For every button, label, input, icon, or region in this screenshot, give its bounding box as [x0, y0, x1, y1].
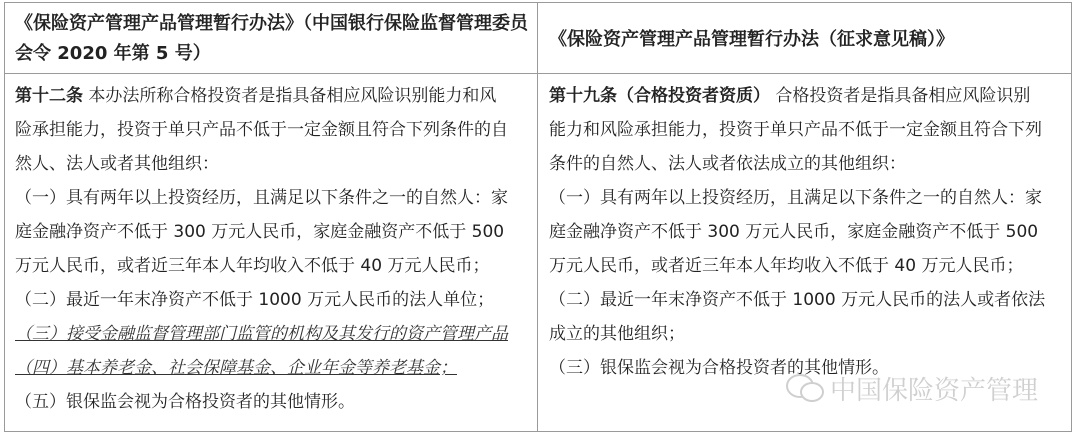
right-line-8: 成立的其他组织； — [549, 324, 685, 344]
left-line-7: （二）最近一年末净资产不低于 1000 万元人民币的法人单位； — [15, 290, 495, 310]
left-line-3: 然人、法人或者其他组织： — [15, 154, 219, 174]
right-line1-text: 合格投资者是指具备相应风险识别 — [770, 86, 1031, 106]
right-line-4: （一）具有两年以上投资经历，且满足以下条件之一的自然人：家 — [549, 188, 1042, 208]
watermark — [786, 368, 1038, 408]
right-article-label: 第十九条（合格投资者资质） — [549, 86, 770, 106]
left-article-label: 第十二条 — [15, 86, 83, 106]
left-line-8 — [15, 317, 535, 351]
right-line-9: （三）银保监会视为合格投资者的其他情形。 — [549, 358, 889, 378]
right-line-6: 万元人民币，或者近三年本人年均收入不低于 40 万元人民币； — [549, 256, 1024, 276]
left-line-9 — [15, 351, 535, 385]
left-line-6: 万元人民币，或者近三年本人年均收入不低于 40 万元人民币； — [15, 256, 490, 276]
watermark-text: 中国保险资产管理 — [830, 375, 1039, 406]
wechat-icon — [786, 372, 824, 404]
left-line1-text: 本办法所称合格投资者是指具备相应风险识别能力和风 — [83, 86, 497, 106]
right-line-7: （二）最近一年末净资产不低于 1000 万元人民币的法人或者依法 — [549, 290, 1046, 310]
left-line-4: （一）具有两年以上投资经历，且满足以下条件之一的自然人：家 — [15, 188, 508, 208]
right-line-3: 条件的自然人、法人或者依法成立的其他组织： — [549, 154, 906, 174]
left-line-2: 险承担能力，投资于单只产品不低于一定金额且符合下列条件的自 — [15, 120, 508, 140]
header-right: 《保险资产管理产品管理暂行办法（征求意见稿）》 — [549, 29, 954, 50]
header-left-line1: 《保险资产管理产品管理暂行办法》（中国银行保险监督管理委员 — [15, 13, 528, 34]
left-line8-text: （三）接受金融监督管理部门监管的机构及其发行的资产管理产品 — [15, 324, 508, 344]
left-line-5: 庭金融净资产不低于 300 万元人民币，家庭金融资产不低于 500 — [15, 222, 505, 242]
left-line9-text: （四）基本养老金、社会保障基金、企业年金等养老基金； — [15, 358, 457, 378]
right-line-2: 能力和风险承担能力，投资于单只产品不低于一定金额且符合下列 — [549, 120, 1042, 140]
right-line-1 — [549, 79, 1067, 113]
column-divider — [537, 3, 538, 431]
left-line-10: （五）银保监会视为合格投资者的其他情形。 — [15, 392, 355, 412]
header-left-line2: 会令 2020 年第 5 号） — [15, 43, 211, 64]
left-line-1 — [15, 79, 535, 113]
right-line-5: 庭金融净资产不低于 300 万元人民币，家庭金融资产不低于 500 — [549, 222, 1039, 242]
header-left — [15, 9, 530, 69]
left-column — [15, 79, 535, 419]
header-divider — [5, 73, 1071, 74]
right-column — [549, 79, 1067, 385]
